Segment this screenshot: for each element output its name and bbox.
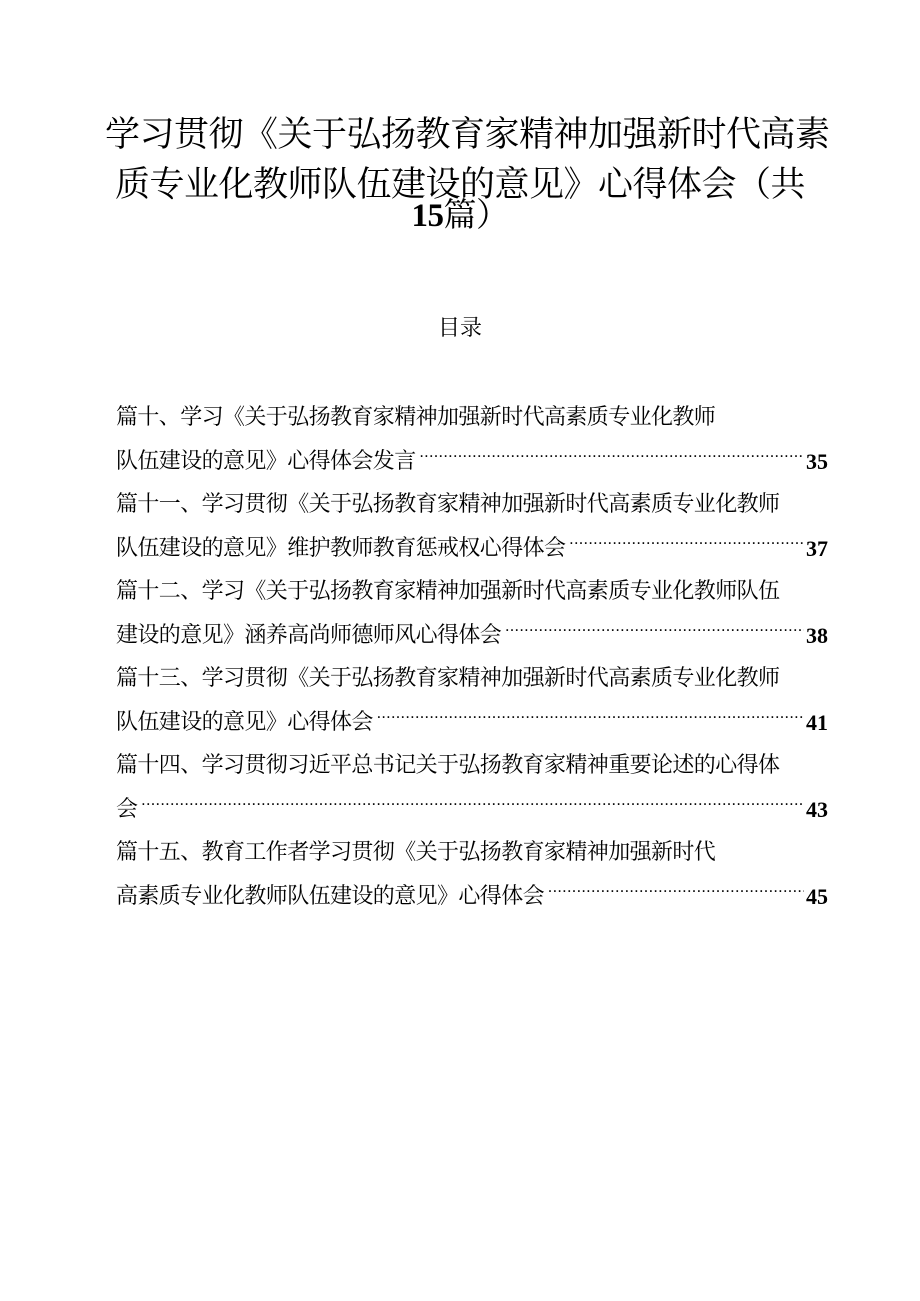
table-of-contents bbox=[116, 396, 828, 918]
toc-entry-title-continued: 建设的意见》涵养高尚师德师风心得体会 bbox=[116, 622, 502, 648]
dot-leader bbox=[141, 779, 804, 823]
toc-page-number: 45 bbox=[806, 883, 828, 909]
toc-entry-title-continued: 队伍建设的意见》维护教师教育惩戒权心得体会 bbox=[116, 535, 566, 561]
toc-entry-second-line bbox=[116, 788, 828, 832]
dot-leader bbox=[505, 605, 804, 649]
toc-page-number: 37 bbox=[806, 535, 828, 561]
toc-entry[interactable] bbox=[116, 744, 828, 831]
toc-entry-second-line bbox=[116, 614, 828, 658]
toc-entry-title: 篇十五、教育工作者学习贯彻《关于弘扬教育家精神加强新时代 bbox=[116, 840, 716, 865]
document-title-line-1: 学习贯彻《关于弘扬教育家精神加强新时代高素 bbox=[105, 115, 830, 155]
toc-page-number: 43 bbox=[806, 796, 828, 822]
toc-entry[interactable] bbox=[116, 657, 828, 744]
toc-page-number: 41 bbox=[806, 709, 828, 735]
title-count-suffix: 篇） bbox=[443, 195, 509, 234]
toc-entry-title-continued: 队伍建设的意见》心得体会发言 bbox=[116, 448, 416, 474]
toc-entry[interactable] bbox=[116, 483, 828, 570]
toc-entry-title-continued: 会 bbox=[116, 796, 138, 822]
toc-entry-second-line bbox=[116, 440, 828, 484]
toc-entry-title-continued: 高素质专业化教师队伍建设的意见》心得体会 bbox=[116, 883, 545, 909]
toc-entry-title: 篇十一、学习贯彻《关于弘扬教育家精神加强新时代高素质专业化教师 bbox=[116, 492, 780, 517]
document-title-line-2: 质专业化教师队伍建设的意见》心得体会（共 bbox=[114, 165, 805, 205]
toc-page-number: 38 bbox=[806, 622, 828, 648]
toc-entry-title: 篇十、学习《关于弘扬教育家精神加强新时代高素质专业化教师 bbox=[116, 405, 716, 430]
title-count-number: 15 bbox=[411, 198, 444, 234]
toc-entry-second-line bbox=[116, 875, 828, 919]
dot-leader bbox=[548, 866, 804, 910]
dot-leader bbox=[569, 518, 804, 562]
toc-entry[interactable] bbox=[116, 396, 828, 483]
dot-leader bbox=[420, 431, 804, 475]
toc-entry-title: 篇十二、学习《关于弘扬教育家精神加强新时代高素质专业化教师队伍 bbox=[116, 579, 780, 604]
toc-entry[interactable] bbox=[116, 831, 828, 918]
toc-entry-title: 篇十三、学习贯彻《关于弘扬教育家精神加强新时代高素质专业化教师 bbox=[116, 666, 780, 691]
document-title-line-3 bbox=[105, 188, 815, 243]
toc-entry[interactable] bbox=[116, 570, 828, 657]
dot-leader bbox=[377, 692, 804, 736]
toc-entry-title-continued: 队伍建设的意见》心得体会 bbox=[116, 709, 373, 735]
toc-entry-title: 篇十四、学习贯彻习近平总书记关于弘扬教育家精神重要论述的心得体 bbox=[116, 753, 780, 778]
toc-entry-second-line bbox=[116, 701, 828, 745]
toc-heading: 目录 bbox=[437, 316, 482, 341]
toc-entry-second-line bbox=[116, 527, 828, 571]
toc-page-number: 35 bbox=[806, 448, 828, 474]
